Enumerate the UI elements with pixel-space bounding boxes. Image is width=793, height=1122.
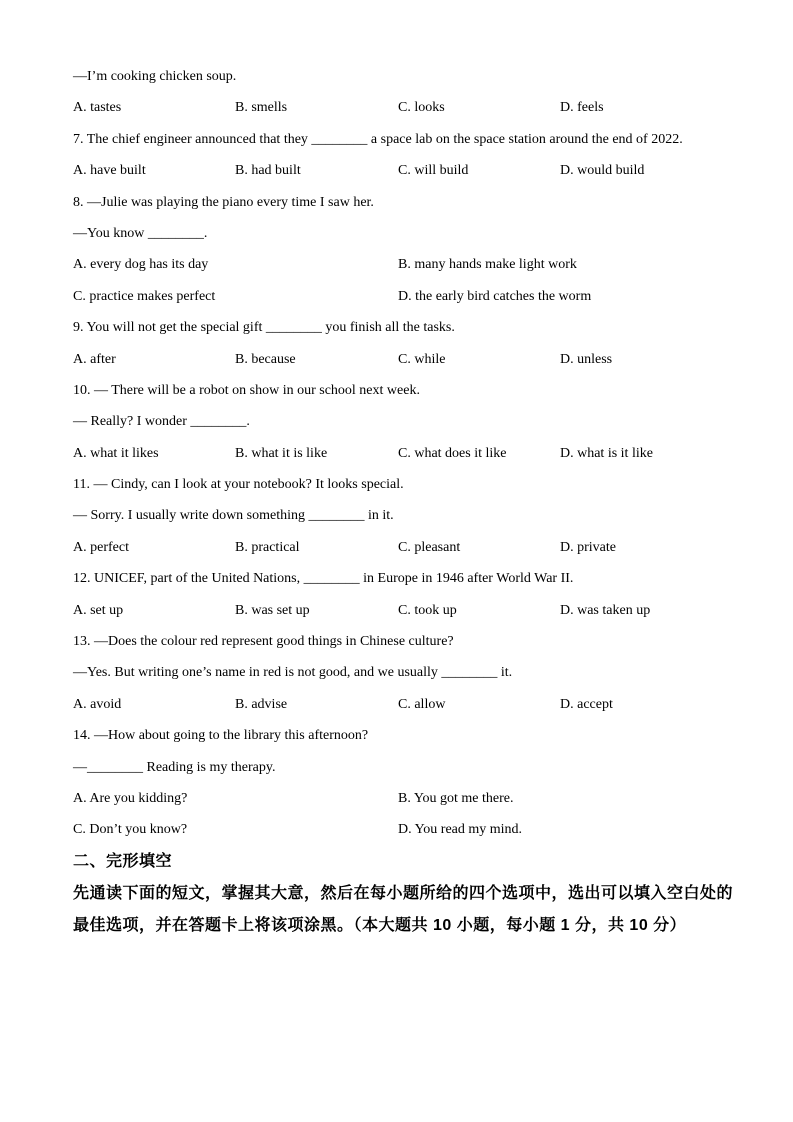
- option-cell: A. what it likes: [73, 445, 159, 461]
- option-cell: A. set up: [73, 602, 124, 618]
- options-row: [73, 595, 753, 626]
- document-body: [73, 61, 753, 942]
- option-cell: A. Are you kidding?: [73, 790, 188, 806]
- question-line: 10. — There will be a robot on show in our school next week.: [73, 382, 420, 398]
- question-line: — Sorry. I usually write down something ________ in it.: [73, 508, 394, 524]
- option-cell: C. allow: [398, 696, 446, 712]
- question-line: 13. —Does the colour red represent good things in Chinese culture?: [73, 634, 454, 650]
- options-row: [73, 814, 753, 845]
- option-cell: C. pleasant: [398, 539, 461, 555]
- options-row: [73, 532, 753, 563]
- option-cell: D. unless: [560, 351, 613, 367]
- option-cell: D. You read my mind.: [398, 822, 523, 838]
- option-cell: B. because: [235, 351, 296, 367]
- option-cell: A. have built: [73, 163, 146, 179]
- options-row: [73, 344, 753, 375]
- options-row: [73, 783, 753, 814]
- option-cell: C. took up: [398, 602, 457, 618]
- option-cell: D. private: [560, 539, 616, 555]
- options-row: [73, 249, 753, 280]
- option-cell: B. smells: [235, 100, 288, 116]
- option-cell: D. accept: [560, 696, 613, 712]
- option-cell: B. had built: [235, 163, 301, 179]
- options-row: [73, 281, 753, 312]
- option-cell: B. You got me there.: [398, 790, 514, 806]
- option-cell: B. what it is like: [235, 445, 328, 461]
- option-cell: A. perfect: [73, 539, 129, 555]
- option-cell: D. what is it like: [560, 445, 653, 461]
- option-cell: C. what does it like: [398, 445, 507, 461]
- question-line: —I’m cooking chicken soup.: [73, 69, 237, 84]
- instructions-line: 先通读下面的短文，掌握其大意，然后在每小题所给的四个选项中，选出可以填入空白处的: [73, 884, 734, 902]
- options-row: [73, 155, 753, 186]
- option-cell: D. would build: [560, 163, 645, 179]
- option-cell: D. the early bird catches the worm: [398, 288, 592, 304]
- option-cell: D. was taken up: [560, 602, 651, 618]
- option-cell: C. while: [398, 351, 446, 367]
- option-cell: C. looks: [398, 100, 445, 116]
- options-row: [73, 689, 753, 720]
- question-line: — Really? I wonder ________.: [73, 414, 250, 430]
- option-cell: C. will build: [398, 163, 469, 179]
- options-row: [73, 92, 753, 123]
- option-cell: C. practice makes perfect: [73, 288, 216, 304]
- options-row: [73, 438, 753, 469]
- question-line: —________ Reading is my therapy.: [73, 759, 276, 775]
- option-cell: C. Don’t you know?: [73, 822, 188, 838]
- section-heading: 二、完形填空: [73, 852, 173, 870]
- option-cell: A. after: [73, 351, 116, 367]
- question-line: 7. The chief engineer announced that they ________ a space lab on the space station around the end of 2022.: [73, 131, 683, 147]
- option-cell: B. many hands make light work: [398, 257, 577, 273]
- question-line: 9. You will not get the special gift ________ you finish all the tasks.: [73, 320, 455, 336]
- question-line: 11. — Cindy, can I look at your notebook? It looks special.: [73, 477, 404, 493]
- question-line: 14. —How about going to the library this afternoon?: [73, 728, 369, 744]
- question-line: —Yes. But writing one’s name in red is not good, and we usually ________ it.: [73, 665, 513, 681]
- question-line: —You know ________.: [73, 225, 208, 241]
- question-line: 12. UNICEF, part of the United Nations, ________ in Europe in 1946 after World War II.: [73, 571, 574, 587]
- option-cell: A. avoid: [73, 696, 122, 712]
- option-cell: B. advise: [235, 696, 288, 712]
- instructions-line: 最佳选项，并在答题卡上将该项涂黑。（本大题共 10 小题，每小题 1 分，共 10 分）: [73, 916, 687, 934]
- option-cell: A. every dog has its day: [73, 257, 209, 273]
- question-line: 8. —Julie was playing the piano every time I saw her.: [73, 194, 374, 210]
- option-cell: B. was set up: [235, 602, 310, 618]
- option-cell: A. tastes: [73, 100, 122, 116]
- option-cell: B. practical: [235, 539, 300, 555]
- option-cell: D. feels: [560, 100, 604, 116]
